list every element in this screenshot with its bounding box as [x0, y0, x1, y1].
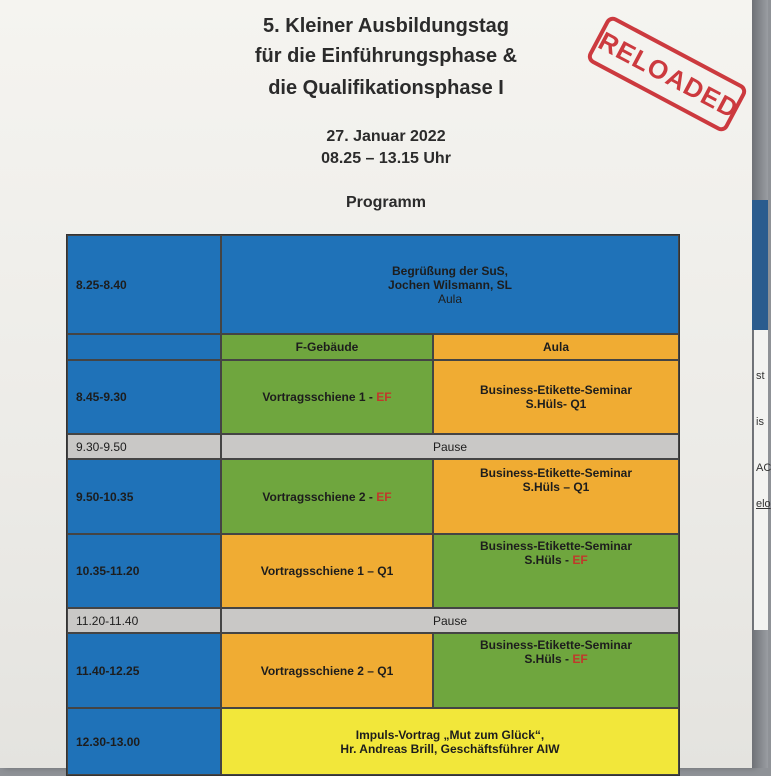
time-cell [67, 459, 221, 534]
session-label [261, 664, 394, 678]
background-poster [752, 200, 768, 330]
welcome-line-1: Begrüßung der SuS, [391, 263, 508, 278]
impulse-cell [221, 708, 679, 775]
seminar-title: Business-Etikette-Seminar [479, 539, 633, 553]
time-cell [67, 434, 221, 459]
background-card [754, 330, 771, 630]
time-label: 9.30-9.50 [76, 439, 127, 454]
event-time: 08.25 – 13.15 Uhr [321, 150, 451, 167]
time-cell [67, 235, 221, 334]
session-tag: EF [376, 489, 392, 504]
title-line-3: die Qualifikationsphase I [268, 77, 504, 99]
side-fragment: elo [756, 498, 771, 510]
seminar-presenter [524, 553, 587, 567]
column-header-right [433, 334, 679, 360]
column-label: F-Gebäude [295, 340, 359, 354]
time-label: 8.45-9.30 [76, 390, 127, 404]
seminar-presenter [526, 397, 587, 411]
welcome-cell [221, 235, 679, 334]
side-fragment: st [756, 370, 765, 382]
presenter-text: S.Hüls - [524, 553, 573, 567]
welcome-place: Aula [437, 291, 463, 306]
time-cell [67, 608, 221, 633]
session-text: Vortragsschiene 1 - [262, 390, 377, 404]
time-cell [67, 360, 221, 434]
time-cell [67, 534, 221, 608]
session-cell [221, 534, 433, 608]
time-label: 9.50-10.35 [76, 489, 134, 504]
session-cell [221, 360, 433, 434]
welcome-line-2: Jochen Wilsmann, SL [388, 277, 512, 292]
presenter-text: S.Hüls - [524, 652, 573, 666]
time-label: 11.40-12.25 [76, 663, 140, 678]
session-label [262, 390, 391, 404]
session-text: Vortragsschiene 1 – Q1 [260, 564, 394, 578]
title-line-1: 5. Kleiner Ausbildungstag [263, 15, 509, 37]
side-fragment: is [756, 416, 764, 428]
pause-cell [221, 608, 679, 633]
pause-label: Pause [432, 439, 468, 454]
seminar-title: Business-Etikette-Seminar [479, 383, 633, 397]
side-fragment: AC [756, 462, 771, 474]
time-cell [67, 708, 221, 775]
session-text: Vortragsschiene 2 – Q1 [260, 663, 394, 678]
session-text: Vortragsschiene 2 - [262, 489, 377, 504]
time-cell [67, 633, 221, 708]
time-label: 11.20-11.40 [76, 613, 139, 628]
schedule-table [66, 234, 680, 776]
session-label [262, 490, 391, 504]
presenter-tag: EF [572, 652, 588, 666]
impulse-speaker: Hr. Andreas Brill, Geschäftsführer AIW [340, 741, 560, 756]
title-line-2: für die Einführungsphase & [254, 45, 518, 67]
time-label: 10.35-11.20 [76, 564, 140, 578]
seminar-cell [433, 360, 679, 434]
time-label: 8.25-8.40 [76, 277, 127, 292]
seminar-title: Business-Etikette-Seminar [479, 466, 633, 480]
seminar-presenter [524, 652, 587, 666]
pause-label: Pause [432, 613, 468, 628]
program-heading: Programm [345, 194, 427, 211]
presenter-tag: EF [572, 553, 588, 567]
event-date: 27. Januar 2022 [326, 128, 446, 145]
session-label [261, 564, 394, 578]
session-cell [221, 459, 433, 534]
impulse-title: Impuls-Vortrag „Mut zum Glück“, [355, 727, 545, 742]
presenter-text: S.Hüls- Q1 [525, 397, 587, 411]
column-header-left [221, 334, 433, 360]
seminar-cell [433, 633, 679, 708]
pause-cell [221, 434, 679, 459]
seminar-presenter [523, 480, 590, 494]
column-label: Aula [542, 340, 569, 354]
session-tag: EF [376, 390, 392, 404]
session-cell [221, 633, 433, 708]
presenter-text: S.Hüls – Q1 [522, 480, 590, 494]
seminar-cell [433, 534, 679, 608]
time-label: 12.30-13.00 [76, 734, 141, 749]
reloaded-stamp: RELOADED [585, 14, 749, 134]
header-time-cell [67, 334, 221, 360]
seminar-title: Business-Etikette-Seminar [479, 638, 633, 652]
seminar-cell [433, 459, 679, 534]
